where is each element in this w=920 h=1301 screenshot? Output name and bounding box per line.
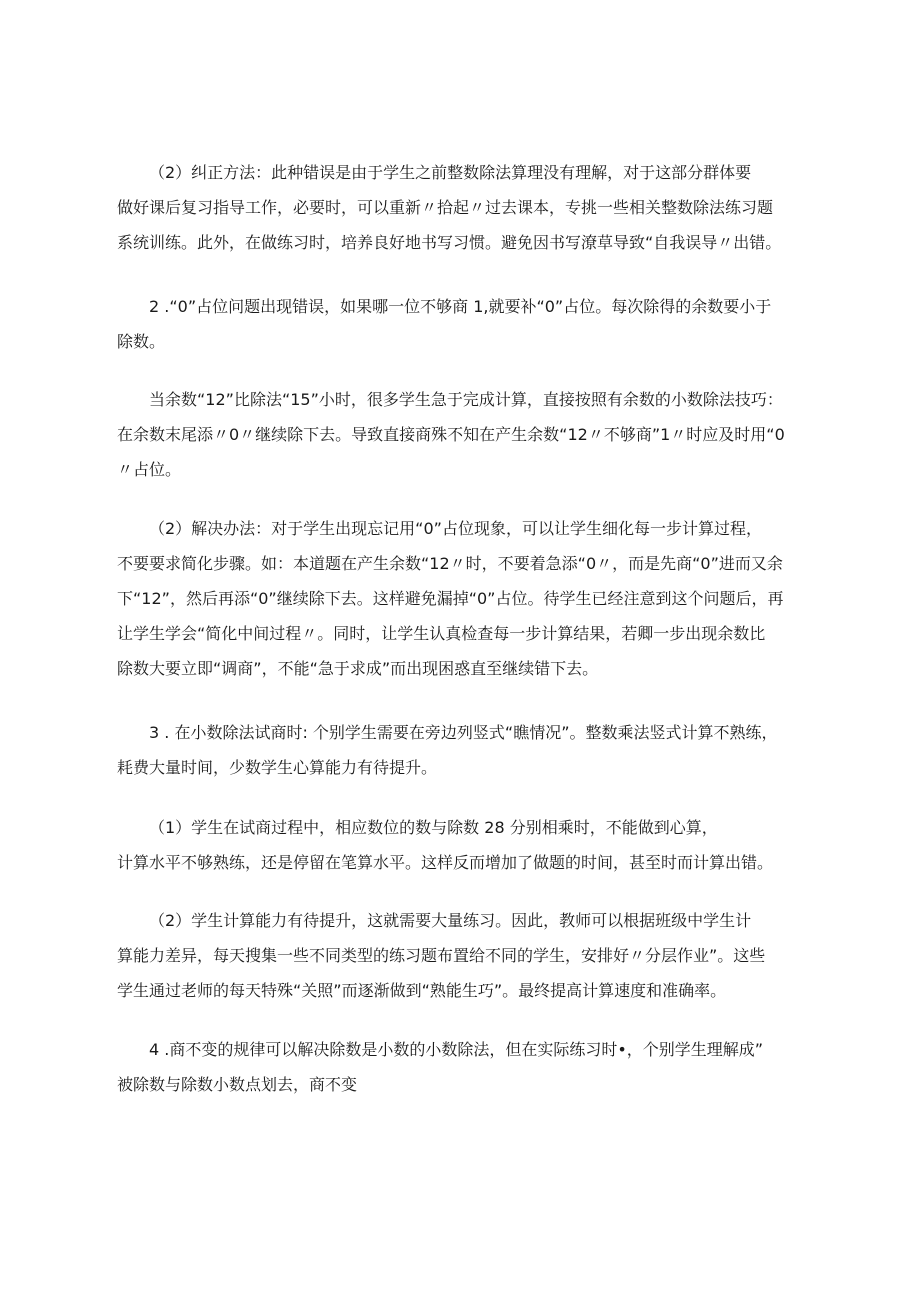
paragraph-solution-method xyxy=(117,511,829,686)
text-line: 不要要求简化步骤。如：本道题在产生余数“12〃时，不要着急添“0〃，而是先商“0”进而又余 xyxy=(117,554,783,573)
text-line: 让学生学会“简化中间过程〃。同时，让学生认真检查每一步计算结果，若卿一步出现余数比 xyxy=(117,624,766,643)
text-line: 下“12”，然后再添“0”继续除下去。这样避免漏掉“0”占位。待学生已经注意到这个问题后，再 xyxy=(117,589,784,608)
text-line: 4 .商不变的规律可以解决除数是小数的小数除法，但在实际练习时•，个别学生理解成” xyxy=(149,1040,764,1059)
text-line: 算能力差异，每天搜集一些不同类型的练习题布置给不同的学生，安排好〃分层作业”。这些 xyxy=(117,946,766,965)
text-line: （1）学生在试商过程中，相应数位的数与除数 28 分别相乘时，不能做到心算， xyxy=(149,818,718,837)
text-line: （2）解决办法：对于学生出现忘记用“0”占位现象，可以让学生细化每一步计算过程， xyxy=(149,519,762,538)
paragraph-remainder-example xyxy=(117,382,829,487)
text-line: 做好课后复习指导工作，必要时，可以重新〃拾起〃过去课本，专挑一些相关整数除法练习题 xyxy=(117,198,774,217)
paragraph-practice-ability xyxy=(117,903,829,1008)
text-line: 除数大要立即“调商”，不能“急于求成”而出现困惑直至继续错下去。 xyxy=(117,659,599,678)
text-line: 计算水平不够熟练，还是停留在笔算水平。这样反而增加了做题的时间，甚至时而计算出错。 xyxy=(117,853,774,872)
text-line: 2 .“0”占位问题出现错误，如果哪一位不够商 1,就要补“0”占位。每次除得的余数要小于 xyxy=(149,297,772,316)
paragraph-item-3 xyxy=(117,715,829,785)
text-line: （2）学生计算能力有待提升，这就需要大量练习。因此，教师可以根据班级中学生计 xyxy=(149,911,752,930)
paragraph-correction-method xyxy=(117,155,829,260)
text-line: 耗费大量时间，少数学生心算能力有待提升。 xyxy=(117,758,438,777)
paragraph-item-2 xyxy=(117,289,829,359)
paragraph-trial-quotient xyxy=(117,810,829,880)
text-line: 系统训练。此外，在做练习时，培养良好地书写习惯。避免因书写潦草导致“自我误导〃出错。 xyxy=(117,233,782,252)
text-line: 3 . 在小数除法试商时: 个别学生需要在旁边列竖式“瞧情况”。整数乘法竖式计算不熟练， xyxy=(149,723,778,742)
text-line: 学生通过老师的每天特殊“关照”而逐渐做到“熟能生巧”。最终提高计算速度和准确率。 xyxy=(117,981,727,1000)
text-line: （2）纠正方法：此种错误是由于学生之前整数除法算理没有理解，对于这部分群体要 xyxy=(149,163,752,182)
paragraph-item-4 xyxy=(117,1032,829,1102)
text-line: 〃占位。 xyxy=(117,460,182,479)
text-line: 被除数与除数小数点划去，商不变 xyxy=(117,1075,358,1094)
text-line: 除数。 xyxy=(117,332,166,351)
text-line: 在余数末尾添〃0〃继续除下去。导致直接商殊不知在产生余数“12〃不够商”1〃时应及时用“0 xyxy=(117,425,785,444)
text-line: 当余数“12”比除法“15”小时，很多学生急于完成计算，直接按照有余数的小数除法技巧： xyxy=(149,390,783,409)
